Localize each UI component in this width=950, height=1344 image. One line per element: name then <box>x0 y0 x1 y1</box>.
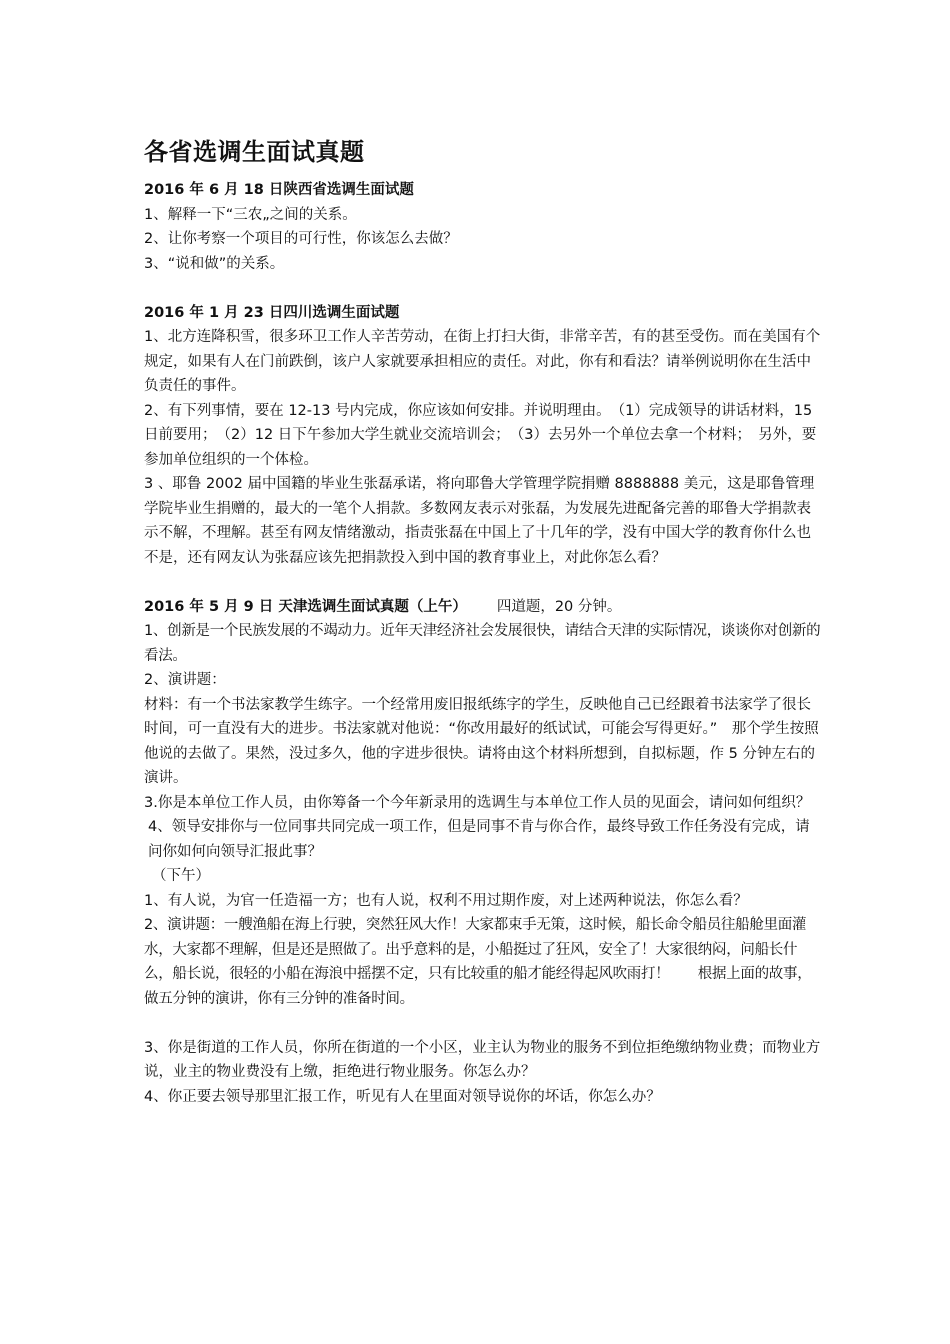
question-item: 3、“说和做”的关系。 <box>144 255 285 272</box>
question-item: 3.你是本单位工作人员，由你筹备一个今年新录用的选调生与本单位工作人员的见面会，请问如何组织？ <box>144 794 811 811</box>
question-item: 2、演讲题： <box>144 672 226 688</box>
spacer <box>144 1011 824 1036</box>
question-item: 3 、耶鲁 2002 届中国籍的毕业生张磊承诺，将向耶鲁大学管理学院捐赠 8888888 美元，这是耶鲁管理学院毕业生捐赠的，最大的一笔个人捐款。多数网友表示对张磊，为发展先进配备完善的耶鲁大学捐款表示不解，不理解。甚至有网友情绪激动，指责张磊在中国上了十几年的学，没有中国大学的教育你什么也不是，还有网友认为张磊应该先把捐款投入到中国的教育事业上，对此你怎么看？ <box>144 476 815 566</box>
document-title: 各省选调生面试真题 <box>144 138 365 166</box>
question-item: 1、解释一下“三农„之间的关系。 <box>144 206 357 223</box>
spacer <box>144 276 824 301</box>
spacer <box>144 570 824 595</box>
question-item: 3、你是街道的工作人员，你所在街道的一个小区，业主认为物业的服务不到位拒绝缴纳物业费；而物业方说，业主的物业费没有上缴，拒绝进行物业服务。你怎么办？ <box>144 1039 821 1080</box>
section-heading-text: 2016 年 5 月 9 日 天津选调生面试真题（上午） <box>144 598 467 615</box>
question-item: 2、演讲题：一艘渔船在海上行驶，突然狂风大作！大家都束手无策，这时候，船长命令船员往船舱里面灌水，大家都不理解，但是还是照做了。出乎意料的是，小船挺过了狂风，安全了！大家很纳闷，问船长什么，船长说，很轻的小船在海浪中摇摆不定，只有比较重的船才能经得起风吹雨打！ 根据上面的故事，做五分钟的演讲，你有三分钟的准备时间。 <box>144 917 812 1007</box>
section-heading-tianjin <box>144 595 824 620</box>
question-item: 1、创新是一个民族发展的不竭动力。近年天津经济社会发展很快，请结合天津的实际情况，谈谈你对创新的看法。 <box>144 623 821 664</box>
question-item: 1、有人说，为官一任造福一方；也有人说，权利不用过期作废，对上述两种说法，你怎么看？ <box>144 892 748 909</box>
question-item: 2、有下列事情，要在 12-13 号内完成，你应该如何安排。并说明理由。 （1）完成领导的讲话材料，15 日前要用； （2）12 日下午参加大学生就业交流培训会； （3）去另外一个单位去拿一个材料； 另外，要参加单位组织的一个体检。 <box>144 402 817 468</box>
section-heading-shaanxi: 2016 年 6 月 18 日陕西省选调生面试题 <box>144 182 414 198</box>
question-item: 1、北方连降积雪，很多环卫工作人辛苦劳动，在街上打扫大街，非常辛苦，有的甚至受伤。而在美国有个规定，如果有人在门前跌倒，该户人家就要承担相应的责任。对此，你有和看法？请举例说明你在生活中负责任的事件。 <box>144 329 821 394</box>
afternoon-label: （下午） <box>152 868 210 884</box>
question-item: 4、领导安排你与一位同事共同完成一项工作，但是同事不肯与你合作，最终导致工作任务没有完成，请问你如何向领导汇报此事？ <box>148 819 810 860</box>
question-item: 4、你正要去领导那里汇报工作，听见有人在里面对领导说你的坏话，你怎么办？ <box>144 1088 661 1105</box>
section-heading-sichuan: 2016 年 1 月 23 日四川选调生面试题 <box>144 304 400 321</box>
document-page <box>144 128 824 1109</box>
section-note: 四道题，20 分钟。 <box>496 598 622 615</box>
question-item: 2、让你考察一个项目的可行性，你该怎么去做？ <box>144 231 458 247</box>
question-material: 材料：有一个书法家教学生练字。一个经常用废旧报纸练字的学生，反映他自己已经跟着书法家学了很长时间，可一直没有大的进步。书法家就对他说：“你改用最好的纸试试，可能会写得更好。” 那个学生按照他说的去做了。果然，没过多久，他的字进步很快。请将由这个材料所想到，自拟标题，作 5 分钟左右的演讲。 <box>144 696 819 786</box>
